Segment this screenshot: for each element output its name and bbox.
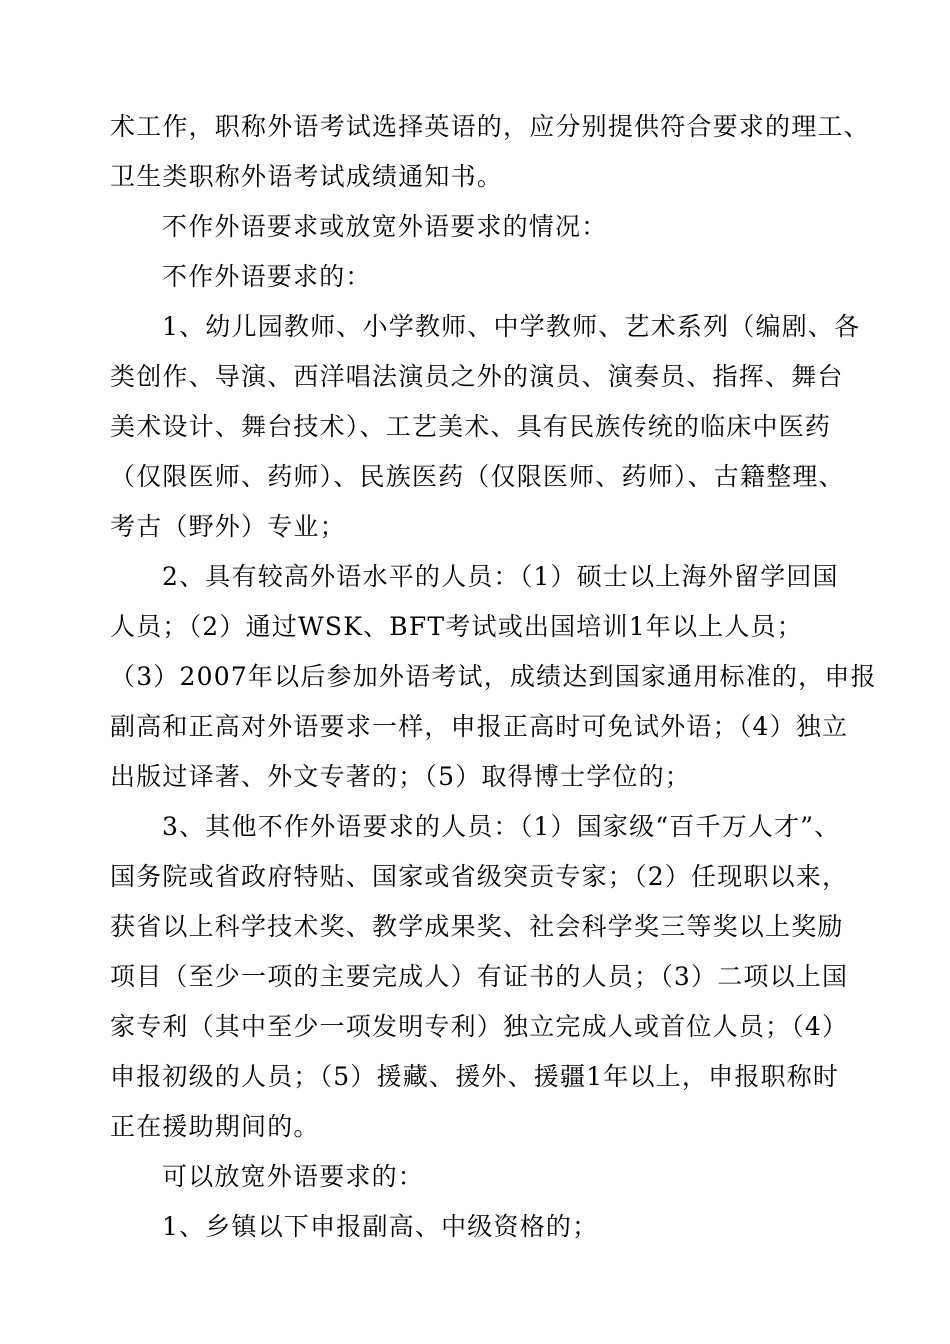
subsection-heading: 不作外语要求的： bbox=[162, 262, 372, 291]
text-line: 国务院或省政府特贴、国家或省级突贡专家；（2）任现职以来， bbox=[110, 862, 849, 891]
text-line: 正在援助期间的。 bbox=[110, 1112, 320, 1141]
text-line: 卫生类职称外语考试成绩通知书。 bbox=[110, 162, 504, 191]
list-item-1: 1、乡镇以下申报副高、中级资格的； bbox=[162, 1212, 599, 1241]
text-line: （3）2007年以后参加外语考试，成绩达到国家通用标准的，申报 bbox=[110, 662, 877, 691]
text-line: 副高和正高对外语要求一样，申报正高时可免试外语；（4）独立 bbox=[110, 712, 849, 741]
text-line: 家专利（其中至少一项发明专利）独立完成人或首位人员；（4） bbox=[110, 1012, 849, 1041]
text-line: （仅限医师、药师）、民族医药（仅限医师、药师）、古籍整理、 bbox=[110, 462, 845, 491]
text-line: 类创作、导演、西洋唱法演员之外的演员、演奏员、指挥、舞台 bbox=[110, 362, 844, 391]
text-line: 出版过译著、外文专著的；（5）取得博士学位的； bbox=[110, 762, 692, 791]
section-heading: 不作外语要求或放宽外语要求的情况： bbox=[162, 212, 608, 241]
text-line: 人员；（2）通过WSK、BFT考试或出国培训1年以上人员； bbox=[110, 612, 804, 641]
text-line: 术工作，职称外语考试选择英语的，应分别提供符合要求的理工、 bbox=[110, 112, 870, 141]
text-line: 项目（至少一项的主要完成人）有证书的人员；（3）二项以上国 bbox=[110, 962, 849, 991]
list-item-1: 1、幼儿园教师、小学教师、中学教师、艺术系列（编剧、各 bbox=[162, 312, 861, 341]
text-line: 获省以上科学技术奖、教学成果奖、社会科学奖三等奖以上奖励 bbox=[110, 912, 844, 941]
text-line: 美术设计、舞台技术）、工艺美术、具有民族传统的临床中医药 bbox=[110, 412, 832, 441]
subsection-heading: 可以放宽外语要求的： bbox=[162, 1162, 425, 1191]
list-item-3: 3、其他不作外语要求的人员：（1）国家级“百千万人才”、 bbox=[162, 812, 841, 841]
text-line: 申报初级的人员；（5）援藏、援外、援疆1年以上，申报职称时 bbox=[110, 1062, 840, 1091]
text-line: 考古（野外）专业； bbox=[110, 512, 346, 541]
list-item-2: 2、具有较高外语水平的人员：（1）硕士以上海外留学回国 bbox=[162, 562, 839, 591]
